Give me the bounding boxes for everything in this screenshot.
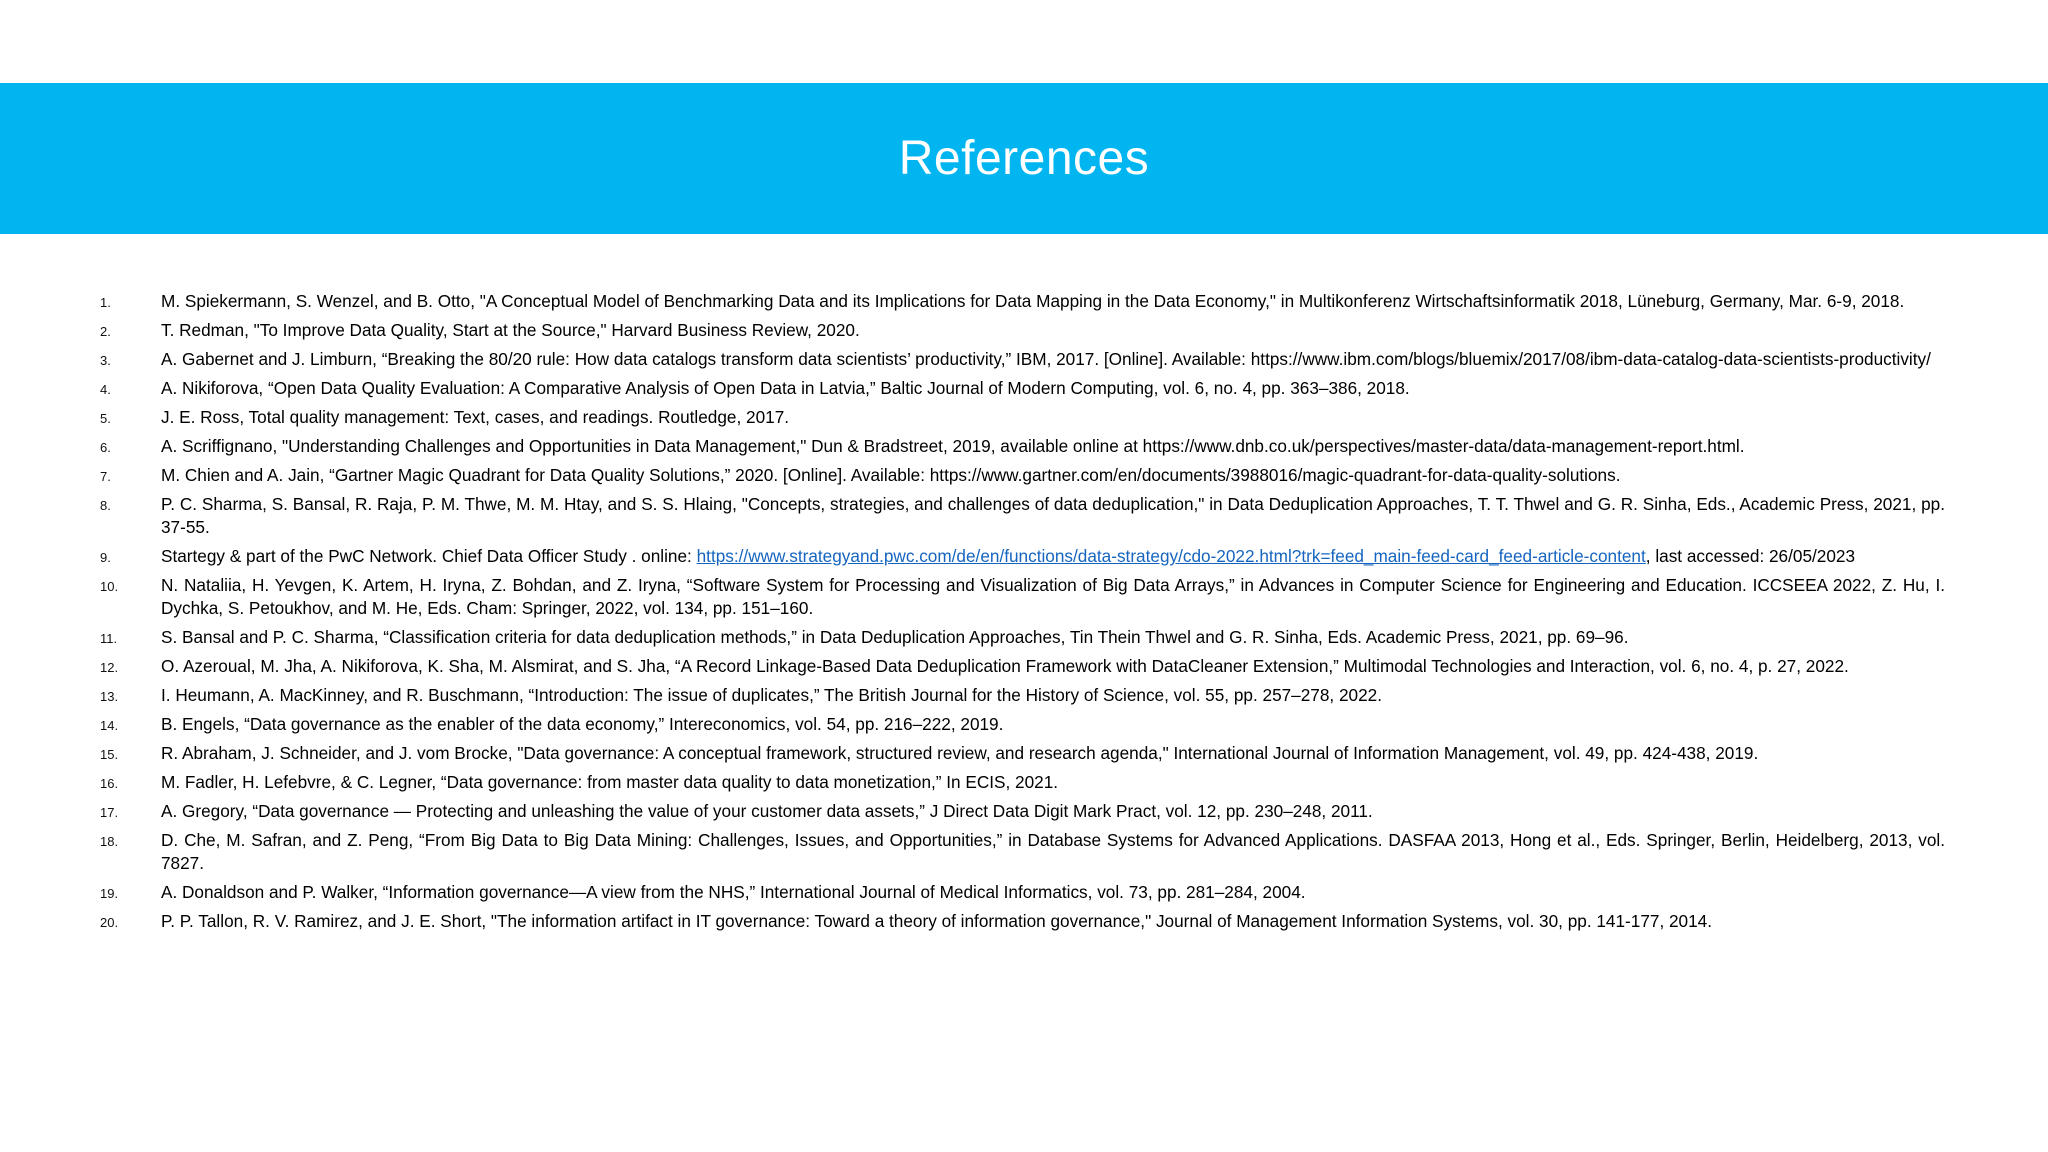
reference-number: 11. bbox=[100, 631, 118, 646]
reference-text: T. Redman, "To Improve Data Quality, Start at the Source," Harvard Business Review, 2020. bbox=[161, 320, 860, 340]
reference-item bbox=[100, 377, 1945, 400]
reference-list bbox=[100, 290, 1945, 939]
reference-item bbox=[100, 545, 1945, 568]
reference-number: 1. bbox=[100, 295, 111, 310]
reference-text: S. Bansal and P. C. Sharma, “Classification criteria for data deduplication methods,” in Data Deduplication Approaches, Tin Thein Thwel and G. R. Sinha, Eds. Academic Press, 2021, pp. 69–96. bbox=[161, 627, 1629, 647]
reference-item bbox=[100, 742, 1945, 765]
reference-text: A. Gabernet and J. Limburn, “Breaking the 80/20 rule: How data catalogs transform data scientists’ productivity,” IBM, 2017. [Online]. Available: https://www.ibm.com/blogs/bluemix/2017/08/ibm-data-catalog-data-scientists-productivity/ bbox=[161, 349, 1931, 369]
reference-link[interactable]: https://www.strategyand.pwc.com/de/en/functions/data-strategy/cdo-2022.html?trk=feed_main-feed-card_feed-article-content bbox=[696, 546, 1646, 566]
reference-item bbox=[100, 406, 1945, 429]
reference-item bbox=[100, 910, 1945, 933]
reference-number: 9. bbox=[100, 550, 111, 565]
reference-item bbox=[100, 493, 1945, 539]
reference-text: A. Gregory, “Data governance — Protecting and unleashing the value of your customer data assets,” J Direct Data Digit Mark Pract, vol. 12, pp. 230–248, 2011. bbox=[161, 801, 1373, 821]
reference-text: I. Heumann, A. MacKinney, and R. Buschmann, “Introduction: The issue of duplicates,” The British Journal for the History of Science, vol. 55, pp. 257–278, 2022. bbox=[161, 685, 1382, 705]
reference-number: 12. bbox=[100, 660, 119, 675]
reference-number: 20. bbox=[100, 915, 119, 930]
reference-text: M. Spiekermann, S. Wenzel, and B. Otto, "A Conceptual Model of Benchmarking Data and its Implications for Data Mapping in the Data Economy," in Multikonferenz Wirtschaftsinformatik 2018, Lüneburg, Germany, Mar. 6-9, 2018. bbox=[161, 291, 1905, 311]
reference-text: B. Engels, “Data governance as the enabler of the data economy,” Intereconomics, vol. 54, pp. 216–222, 2019. bbox=[161, 714, 1004, 734]
reference-number: 6. bbox=[100, 440, 111, 455]
reference-number: 15. bbox=[100, 747, 119, 762]
reference-number: 2. bbox=[100, 324, 111, 339]
reference-text: P. P. Tallon, R. V. Ramirez, and J. E. Short, "The information artifact in IT governance: Toward a theory of information governance," Journal of Management Information Systems, vol. 30, pp. 141-177, 2014. bbox=[161, 911, 1713, 931]
reference-number: 13. bbox=[100, 689, 119, 704]
reference-text: D. Che, M. Safran, and Z. Peng, “From Big Data to Big Data Mining: Challenges, Issues, and Opportunities,” in Database Systems for Advanced Applications. DASFAA 2013, Hong et al., Eds. Springer, Berlin, Heidelberg, 2013, vol. 7827. bbox=[161, 830, 1945, 873]
reference-item bbox=[100, 464, 1945, 487]
reference-number: 3. bbox=[100, 353, 111, 368]
reference-text bbox=[161, 545, 1945, 568]
reference-number: 16. bbox=[100, 776, 119, 791]
reference-item bbox=[100, 800, 1945, 823]
reference-number: 7. bbox=[100, 469, 111, 484]
reference-item bbox=[100, 684, 1945, 707]
reference-number: 19. bbox=[100, 886, 119, 901]
reference-text: M. Chien and A. Jain, “Gartner Magic Quadrant for Data Quality Solutions,” 2020. [Online]. Available: https://www.gartner.com/en/documents/3988016/magic-quadrant-for-data-quality-solutions. bbox=[161, 465, 1621, 485]
reference-item bbox=[100, 881, 1945, 904]
reference-text: A. Donaldson and P. Walker, “Information governance—A view from the NHS,” International Journal of Medical Informatics, vol. 73, pp. 281–284, 2004. bbox=[161, 882, 1306, 902]
reference-text-post: , last accessed: 26/05/2023 bbox=[1645, 546, 1856, 566]
reference-item bbox=[100, 348, 1945, 371]
title-bar bbox=[0, 83, 2048, 234]
reference-number: 18. bbox=[100, 834, 119, 849]
reference-item bbox=[100, 713, 1945, 736]
reference-item bbox=[100, 771, 1945, 794]
slide-title: References bbox=[898, 132, 1150, 185]
reference-text: A. Nikiforova, “Open Data Quality Evaluation: A Comparative Analysis of Open Data in Latvia,” Baltic Journal of Modern Computing, vol. 6, no. 4, pp. 363–386, 2018. bbox=[161, 378, 1410, 398]
reference-number: 8. bbox=[100, 498, 111, 513]
reference-text: P. C. Sharma, S. Bansal, R. Raja, P. M. Thwe, M. M. Htay, and S. S. Hlaing, "Concepts, strategies, and challenges of data deduplication," in Data Deduplication Approaches, T. T. Thwel and G. R. Sinha, Eds., Academic Press, 2021, pp. 37-55. bbox=[161, 494, 1945, 537]
reference-text: R. Abraham, J. Schneider, and J. vom Brocke, "Data governance: A conceptual framework, structured review, and research agenda," International Journal of Information Management, vol. 49, pp. 424-438, 2019. bbox=[161, 743, 1759, 763]
reference-text-pre: Startegy & part of the PwC Network. Chief Data Officer Study . online: bbox=[161, 546, 697, 566]
reference-item bbox=[100, 829, 1945, 875]
reference-text: A. Scriffignano, "Understanding Challenges and Opportunities in Data Management," Dun & Bradstreet, 2019, available online at https://www.dnb.co.uk/perspectives/master-data/data-management-report.html. bbox=[161, 436, 1745, 456]
reference-number: 14. bbox=[100, 718, 119, 733]
reference-item bbox=[100, 655, 1945, 678]
reference-item bbox=[100, 574, 1945, 620]
reference-text: O. Azeroual, M. Jha, A. Nikiforova, K. Sha, M. Alsmirat, and S. Jha, “A Record Linkage-Based Data Deduplication Framework with DataCleaner Extension,” Multimodal Technologies and Interaction, vol. 6, no. 4, p. 27, 2022. bbox=[161, 656, 1849, 676]
reference-text: M. Fadler, H. Lefebvre, & C. Legner, “Data governance: from master data quality to data monetization,” In ECIS, 2021. bbox=[161, 772, 1059, 792]
reference-text: J. E. Ross, Total quality management: Text, cases, and readings. Routledge, 2017. bbox=[161, 407, 790, 427]
reference-item bbox=[100, 319, 1945, 342]
reference-number: 5. bbox=[100, 411, 111, 426]
reference-number: 10. bbox=[100, 579, 119, 594]
reference-item bbox=[100, 290, 1945, 313]
reference-item bbox=[100, 626, 1945, 649]
reference-item bbox=[100, 435, 1945, 458]
reference-number: 4. bbox=[100, 382, 111, 397]
reference-number: 17. bbox=[100, 805, 119, 820]
reference-text: N. Nataliia, H. Yevgen, K. Artem, H. Iryna, Z. Bohdan, and Z. Iryna, “Software System for Processing and Visualization of Big Data Arrays,” in Advances in Computer Science for Engineering and Education. ICCSEEA 2022, Z. Hu, I. Dychka, S. Petoukhov, and M. He, Eds. Cham: Springer, 2022, vol. 134, pp. 151–160. bbox=[161, 575, 1945, 618]
